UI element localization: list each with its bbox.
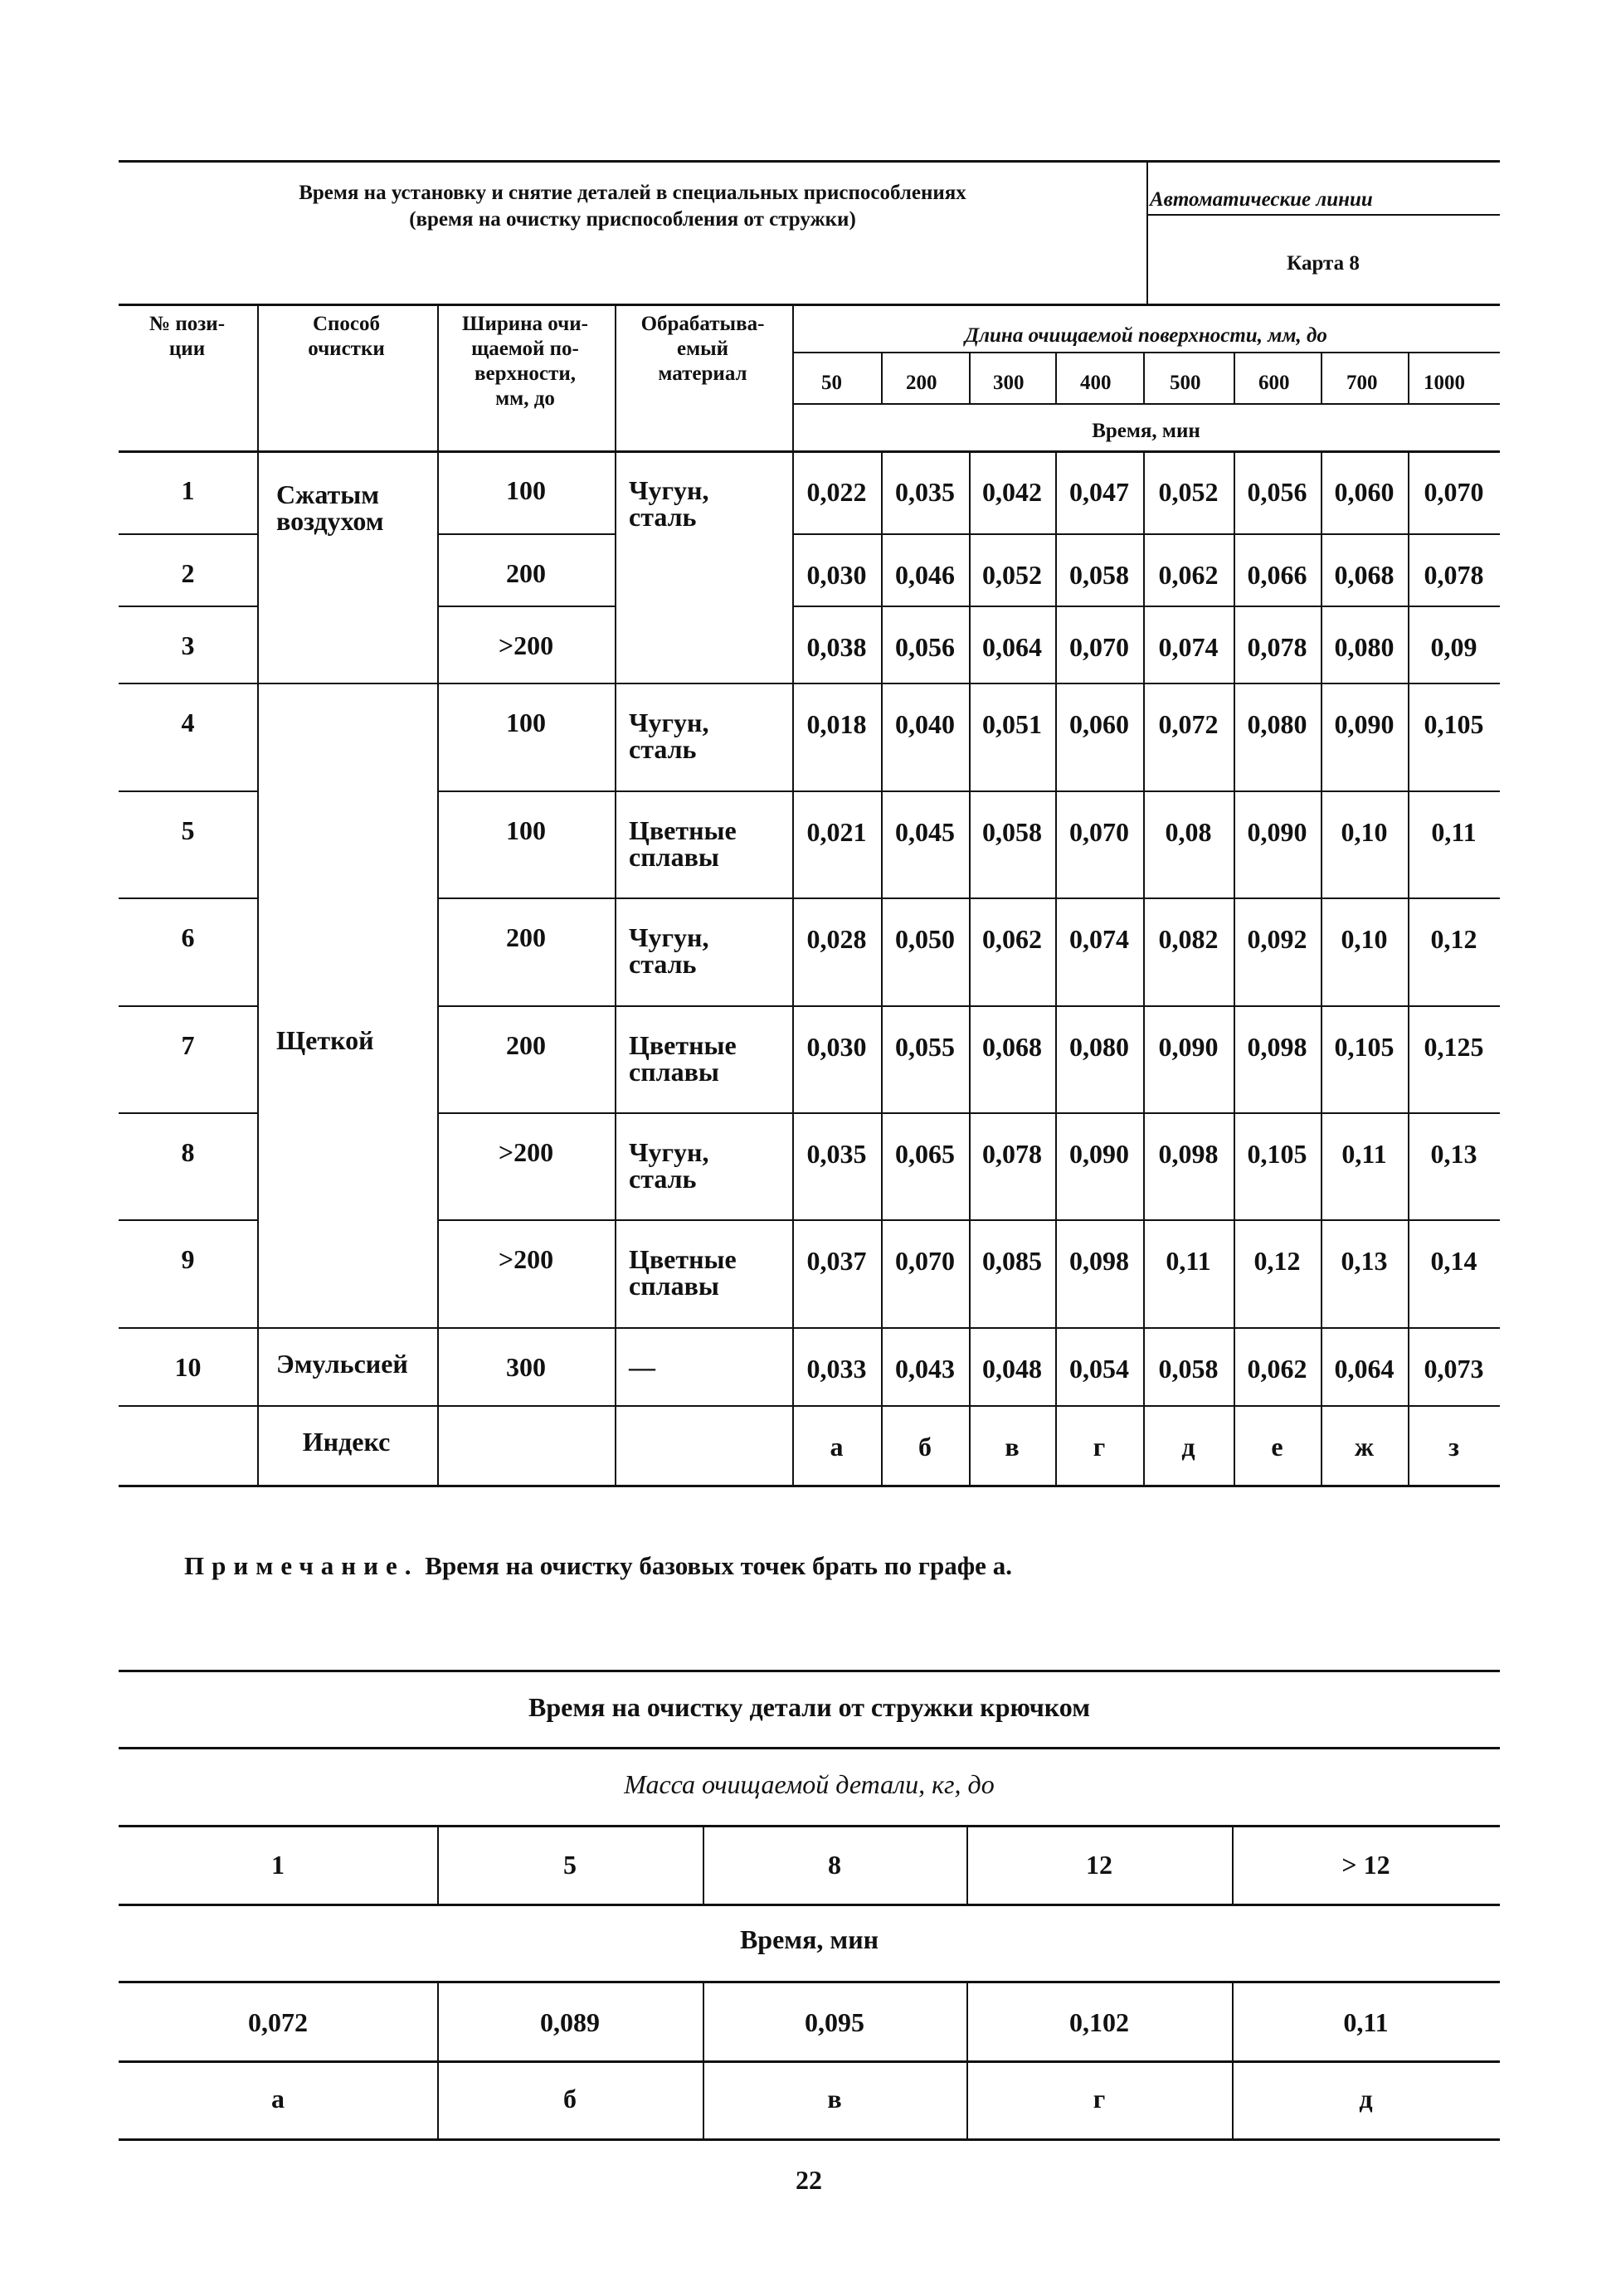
time-value: 0,098 bbox=[1158, 1139, 1219, 1169]
mass-header: Масса очищаемой детали, кг, до bbox=[624, 1769, 995, 1799]
row-width: 200 bbox=[506, 558, 546, 588]
time-value: 0,11 bbox=[1341, 1139, 1387, 1169]
time-value: 0,082 bbox=[1158, 924, 1219, 954]
row-rule bbox=[257, 1327, 437, 1329]
row-position: 7 bbox=[181, 1030, 195, 1060]
column-rule bbox=[1408, 352, 1409, 403]
time-value: 0,14 bbox=[1430, 1246, 1477, 1276]
row-position: 2 bbox=[181, 558, 195, 588]
row-position: 1 bbox=[181, 475, 195, 505]
col-material-header: Обрабатыва- емый материал bbox=[640, 313, 765, 385]
row-material: Цветные bbox=[629, 815, 737, 845]
time-value: 0,095 bbox=[805, 2007, 864, 2037]
time-value: 0,089 bbox=[540, 2007, 600, 2037]
length-value: 700 bbox=[1346, 372, 1378, 394]
time-value: 0,070 bbox=[895, 1246, 955, 1276]
row-rule bbox=[257, 683, 437, 684]
index-value: з bbox=[1448, 1432, 1459, 1462]
time-value: 0,078 bbox=[1247, 632, 1307, 662]
time-value: 0,035 bbox=[895, 477, 955, 507]
column-rule bbox=[969, 450, 971, 1485]
row-position: 10 bbox=[174, 1352, 202, 1382]
time-header: Время, мин bbox=[1092, 420, 1200, 442]
time-value: 0,090 bbox=[1069, 1139, 1129, 1169]
row-width: 200 bbox=[506, 922, 546, 952]
time-value: 0,068 bbox=[1334, 560, 1395, 590]
note bbox=[184, 1551, 1012, 1581]
time-value: 0,070 bbox=[1069, 817, 1129, 847]
time-value: 0,052 bbox=[982, 560, 1042, 590]
time-value: 0,12 bbox=[1253, 1246, 1301, 1276]
column-rule bbox=[437, 1981, 439, 2138]
time-value: 0,098 bbox=[1247, 1032, 1307, 1062]
header-top-rule bbox=[119, 160, 1500, 163]
header-card: Карта 8 bbox=[1287, 252, 1360, 275]
time-value: 0,064 bbox=[1334, 1354, 1395, 1384]
row-position: 9 bbox=[181, 1244, 195, 1274]
row-position: 5 bbox=[181, 815, 195, 845]
row-rule bbox=[437, 606, 615, 607]
time-value: 0,10 bbox=[1341, 817, 1388, 847]
index-value: д bbox=[1181, 1432, 1195, 1462]
note-text: Время на очистку базовых точек брать по графе а. bbox=[425, 1551, 1012, 1580]
table2-time-header: Время, мин bbox=[739, 1924, 879, 1954]
row-rule bbox=[119, 533, 257, 535]
row-material: Цветные bbox=[629, 1244, 737, 1274]
col-position-header: № пози- ции bbox=[148, 313, 226, 360]
mass-value: 8 bbox=[828, 1850, 841, 1880]
mass-value: 5 bbox=[563, 1850, 577, 1880]
column-rule bbox=[1143, 450, 1145, 1485]
mass-value: 12 bbox=[1086, 1850, 1112, 1880]
index-value: в bbox=[1005, 1432, 1020, 1462]
row-width: 200 bbox=[506, 1030, 546, 1060]
time-value: 0,028 bbox=[806, 924, 867, 954]
row-width: 100 bbox=[506, 475, 546, 505]
time-value: 0,040 bbox=[895, 709, 955, 739]
time-value: 0,056 bbox=[1247, 477, 1307, 507]
time-value: 0,074 bbox=[1069, 924, 1129, 954]
column-rule bbox=[966, 1981, 968, 2138]
time-value: 0,078 bbox=[982, 1139, 1042, 1169]
row-width: 100 bbox=[506, 708, 546, 737]
time-value: 0,105 bbox=[1424, 709, 1484, 739]
length-value: 50 bbox=[821, 372, 842, 394]
time-value: 0,072 bbox=[1158, 709, 1219, 739]
row-material: — bbox=[629, 1352, 655, 1382]
index-label: Индекс bbox=[302, 1427, 391, 1457]
length-values-rule bbox=[792, 403, 1500, 405]
row-width: >200 bbox=[498, 630, 554, 660]
index-value: б bbox=[563, 2084, 577, 2114]
time-value: 0,070 bbox=[1424, 477, 1484, 507]
time-value: 0,11 bbox=[1166, 1246, 1211, 1276]
row-material: Чугун, bbox=[629, 708, 709, 737]
time-value: 0,060 bbox=[1334, 477, 1395, 507]
row-material: сталь bbox=[629, 1164, 697, 1194]
time-value: 0,085 bbox=[982, 1246, 1042, 1276]
column-rule bbox=[1234, 450, 1235, 1485]
row-material: сплавы bbox=[629, 1057, 719, 1087]
time-value: 0,070 bbox=[1069, 632, 1129, 662]
time-value: 0,062 bbox=[1158, 560, 1219, 590]
table1-header-rule bbox=[119, 450, 1500, 453]
index-value: г bbox=[1093, 2084, 1106, 2114]
table1-top-rule bbox=[119, 304, 1500, 306]
mass-value: 1 bbox=[271, 1850, 285, 1880]
header-category-rule bbox=[1146, 214, 1500, 216]
table2-bottom-rule bbox=[119, 2138, 1500, 2141]
table2-title-rule bbox=[119, 1747, 1500, 1749]
row-position: 6 bbox=[181, 922, 195, 952]
time-value: 0,13 bbox=[1341, 1246, 1388, 1276]
time-value: 0,072 bbox=[248, 2007, 308, 2037]
row-rule bbox=[119, 606, 257, 607]
time-value: 0,080 bbox=[1069, 1032, 1129, 1062]
time-value: 0,056 bbox=[895, 632, 955, 662]
row-rule bbox=[119, 790, 257, 792]
time-value: 0,054 bbox=[1069, 1354, 1129, 1384]
column-rule bbox=[615, 304, 616, 1485]
column-rule bbox=[1143, 352, 1145, 403]
column-rule bbox=[1055, 450, 1057, 1485]
method-emulsion: Эмульсией bbox=[276, 1349, 408, 1379]
time-value: 0,030 bbox=[806, 1032, 867, 1062]
row-position: 3 bbox=[181, 630, 195, 660]
index-value: б bbox=[918, 1432, 932, 1462]
row-material: сталь bbox=[629, 949, 697, 979]
column-rule bbox=[881, 450, 883, 1485]
time-value: 0,105 bbox=[1247, 1139, 1307, 1169]
length-value: 500 bbox=[1170, 372, 1201, 394]
col-width-header: Ширина очи- щаемой по- верхности, мм, до bbox=[461, 313, 588, 410]
mass-value: > 12 bbox=[1341, 1850, 1390, 1880]
time-value: 0,050 bbox=[895, 924, 955, 954]
row-material: Чугун, bbox=[629, 922, 709, 952]
column-rule bbox=[969, 352, 971, 403]
row-material: сталь bbox=[629, 734, 697, 764]
masses-rule bbox=[119, 1904, 1500, 1906]
row-material: Чугун, bbox=[629, 1137, 709, 1167]
time-value: 0,09 bbox=[1430, 632, 1477, 662]
method-air: Сжатым воздухом bbox=[276, 479, 384, 536]
time-value: 0,060 bbox=[1069, 709, 1129, 739]
row-position: 8 bbox=[181, 1137, 195, 1167]
index-value: в bbox=[827, 2084, 842, 2114]
time-value: 0,12 bbox=[1430, 924, 1477, 954]
row-width: 100 bbox=[506, 815, 546, 845]
table2-time-rule bbox=[119, 1981, 1500, 1983]
row-width: >200 bbox=[498, 1244, 554, 1274]
time-value: 0,058 bbox=[1158, 1354, 1219, 1384]
time-value: 0,098 bbox=[1069, 1246, 1129, 1276]
time-value: 0,062 bbox=[982, 924, 1042, 954]
row-position: 4 bbox=[181, 708, 195, 737]
page-number: 22 bbox=[796, 2165, 822, 2195]
column-rule bbox=[257, 304, 259, 1485]
row-rule bbox=[119, 1112, 257, 1114]
mass-header-rule bbox=[119, 1825, 1500, 1827]
row-rule bbox=[119, 1005, 257, 1007]
row-width: 300 bbox=[506, 1352, 546, 1382]
column-rule bbox=[1232, 1981, 1234, 2138]
method-brush: Щеткой bbox=[276, 1025, 374, 1055]
time-value: 0,10 bbox=[1341, 924, 1388, 954]
time-value: 0,105 bbox=[1334, 1032, 1395, 1062]
length-value: 300 bbox=[993, 372, 1025, 394]
header-title-line1: Время на установку и снятие деталей в специальных приспособлениях bbox=[299, 182, 966, 204]
time-value: 0,080 bbox=[1334, 632, 1395, 662]
time-value: 0,078 bbox=[1424, 560, 1484, 590]
length-header: Длина очищаемой поверхности, мм, до bbox=[965, 324, 1327, 347]
time-value: 0,068 bbox=[982, 1032, 1042, 1062]
time-value: 0,080 bbox=[1247, 709, 1307, 739]
column-rule bbox=[703, 1981, 704, 2138]
time-value: 0,030 bbox=[806, 560, 867, 590]
time-value: 0,043 bbox=[895, 1354, 955, 1384]
time-value: 0,052 bbox=[1158, 477, 1219, 507]
index-value: д bbox=[1359, 2084, 1373, 2114]
length-value: 400 bbox=[1080, 372, 1112, 394]
row-material: сплавы bbox=[629, 1271, 719, 1301]
time-value: 0,037 bbox=[806, 1246, 867, 1276]
time-value: 0,055 bbox=[895, 1032, 955, 1062]
time-value: 0,102 bbox=[1069, 2007, 1129, 2037]
time-value: 0,065 bbox=[895, 1139, 955, 1169]
column-rule bbox=[1408, 450, 1409, 1485]
col-method-header: Способ очистки bbox=[308, 313, 385, 360]
column-rule bbox=[1321, 450, 1322, 1485]
row-material: сталь bbox=[629, 502, 697, 532]
time-value: 0,090 bbox=[1334, 709, 1395, 739]
time-value: 0,074 bbox=[1158, 632, 1219, 662]
column-rule bbox=[881, 352, 883, 403]
time-value: 0,092 bbox=[1247, 924, 1307, 954]
row-rule bbox=[119, 1219, 257, 1221]
column-rule bbox=[1055, 352, 1057, 403]
time-value: 0,058 bbox=[1069, 560, 1129, 590]
time-value: 0,033 bbox=[806, 1354, 867, 1384]
row-rule bbox=[437, 533, 615, 535]
time-value: 0,073 bbox=[1424, 1354, 1484, 1384]
length-header-rule bbox=[792, 352, 1500, 353]
header-category: Автоматические линии bbox=[1150, 188, 1373, 211]
index-value: е bbox=[1271, 1432, 1283, 1462]
time-value: 0,13 bbox=[1430, 1139, 1477, 1169]
row-material: сплавы bbox=[629, 842, 719, 872]
time-value: 0,058 bbox=[982, 817, 1042, 847]
time-value: 0,11 bbox=[1343, 2007, 1389, 2037]
time-value: 0,048 bbox=[982, 1354, 1042, 1384]
time-value: 0,051 bbox=[982, 709, 1042, 739]
time-value: 0,090 bbox=[1247, 817, 1307, 847]
time-value: 0,042 bbox=[982, 477, 1042, 507]
header-title-line2: (время на очистку приспособления от стружки) bbox=[409, 208, 856, 231]
table2-top-rule bbox=[119, 1670, 1500, 1672]
column-rule bbox=[1321, 352, 1322, 403]
row-rule bbox=[119, 897, 257, 899]
note-label: Примечание. bbox=[184, 1551, 419, 1580]
time-value: 0,018 bbox=[806, 709, 867, 739]
time-value: 0,066 bbox=[1247, 560, 1307, 590]
row-rule bbox=[119, 683, 257, 684]
row-material: Цветные bbox=[629, 1030, 737, 1060]
time-value: 0,045 bbox=[895, 817, 955, 847]
length-value: 200 bbox=[906, 372, 937, 394]
row-material: Чугун, bbox=[629, 475, 709, 505]
row-rule bbox=[257, 1405, 437, 1407]
length-value: 600 bbox=[1258, 372, 1290, 394]
row-rule bbox=[119, 1327, 257, 1329]
time-value: 0,038 bbox=[806, 632, 867, 662]
time-value: 0,090 bbox=[1158, 1032, 1219, 1062]
index-value: а bbox=[271, 2084, 285, 2114]
table2-title: Время на очистку детали от стружки крючком bbox=[528, 1692, 1090, 1722]
time-value: 0,047 bbox=[1069, 477, 1129, 507]
row-rule bbox=[792, 606, 1500, 607]
table1-bottom-rule bbox=[119, 1485, 1500, 1487]
row-rule bbox=[119, 1405, 257, 1407]
index-value: г bbox=[1093, 1432, 1106, 1462]
time-value: 0,022 bbox=[806, 477, 867, 507]
time-value: 0,046 bbox=[895, 560, 955, 590]
times-rule bbox=[119, 2060, 1500, 2063]
row-width: >200 bbox=[498, 1137, 554, 1167]
length-value: 1000 bbox=[1424, 372, 1465, 394]
row-rule bbox=[792, 533, 1500, 535]
index-value: ж bbox=[1354, 1432, 1375, 1462]
header-divider bbox=[1146, 160, 1148, 304]
time-value: 0,125 bbox=[1424, 1032, 1484, 1062]
time-value: 0,08 bbox=[1165, 817, 1212, 847]
time-value: 0,021 bbox=[806, 817, 867, 847]
time-value: 0,064 bbox=[982, 632, 1042, 662]
column-rule bbox=[1234, 352, 1235, 403]
time-value: 0,11 bbox=[1431, 817, 1477, 847]
time-value: 0,062 bbox=[1247, 1354, 1307, 1384]
time-value: 0,035 bbox=[806, 1139, 867, 1169]
index-value: а bbox=[830, 1432, 844, 1462]
